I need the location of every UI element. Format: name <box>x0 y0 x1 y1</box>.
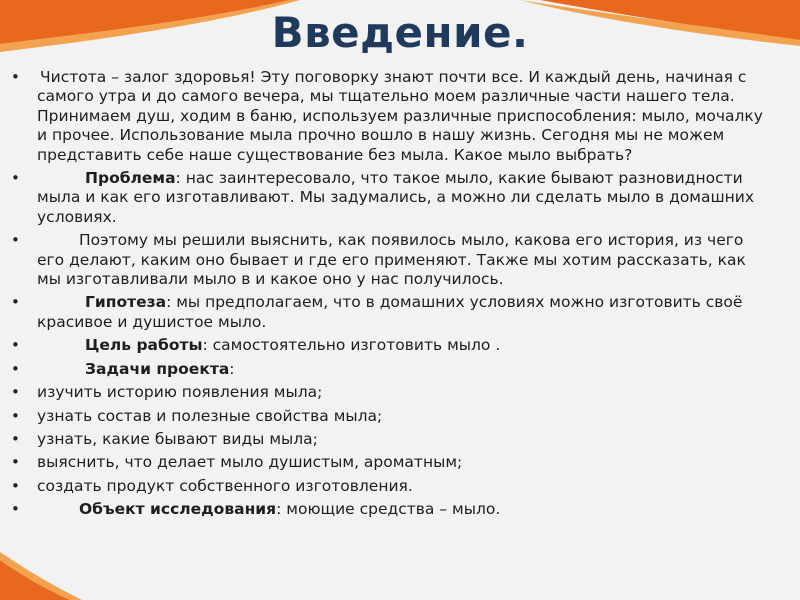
list-item <box>8 500 768 519</box>
slide-title: Введение. <box>271 8 529 57</box>
list-item <box>8 453 768 472</box>
hypothesis-label: Гипотеза <box>85 293 167 312</box>
task-text: выяснить, что делает мыло душистым, ароматным; <box>37 453 463 472</box>
list-item <box>8 360 768 379</box>
goal-label: Цель работы <box>85 336 203 355</box>
bullet-list <box>8 68 768 524</box>
task-text: узнать, какие бывают виды мыла; <box>37 429 318 448</box>
intro-text: Чистота – залог здоровья! Эту поговорку знают почти все. И каждый день, начиная с самого утра и до самого вечера, мы тщательно моем различные части нашего тела. Принимаем душ, ходим в баню, используем различные приспособления: мыло, мочалку и прочее. Использование мыла прочно вошло в нашу жизнь. Сегодня мы не можем представить себе наше существование без мыла. Какое мыло выбрать? <box>37 68 763 164</box>
reason-text: Поэтому мы решили выяснить, как появилось мыло, какова его история, из чего его делают, каким оно бывает и где его применяют. Также мы хотим рассказать, как мы изготавливали мыло в и какое оно у нас получилось. <box>37 231 746 289</box>
problem-label: Проблема <box>85 169 176 188</box>
task-text: создать продукт собственного изготовления. <box>37 476 413 495</box>
task-text: изучить историю появления мыла; <box>37 383 323 402</box>
list-item <box>8 169 768 227</box>
hypothesis-text: : мы предполагаем, что в домашних условиях можно изготовить своё красивое и душистое мыло. <box>37 293 743 331</box>
list-item <box>8 407 768 426</box>
list-item <box>8 68 768 165</box>
list-item <box>8 231 768 289</box>
task-text: узнать состав и полезные свойства мыла; <box>37 406 383 425</box>
list-item <box>8 293 768 332</box>
object-label: Объект исследования <box>79 500 277 519</box>
tasks-label: Задачи проекта <box>85 359 230 378</box>
tasks-text: : <box>229 359 235 378</box>
problem-text: : нас заинтересовало, что такое мыло, какие бывают разновидности мыла и как его изготавливают. Мы задумались, а можно ли сделать мыло в домашних условиях. <box>37 169 755 226</box>
object-text: : моющие средства – мыло. <box>276 500 501 519</box>
goal-text: : самостоятельно изготовить мыло . <box>202 336 501 355</box>
list-item <box>8 336 768 355</box>
list-item <box>8 477 768 496</box>
list-item <box>8 383 768 402</box>
list-item <box>8 430 768 449</box>
